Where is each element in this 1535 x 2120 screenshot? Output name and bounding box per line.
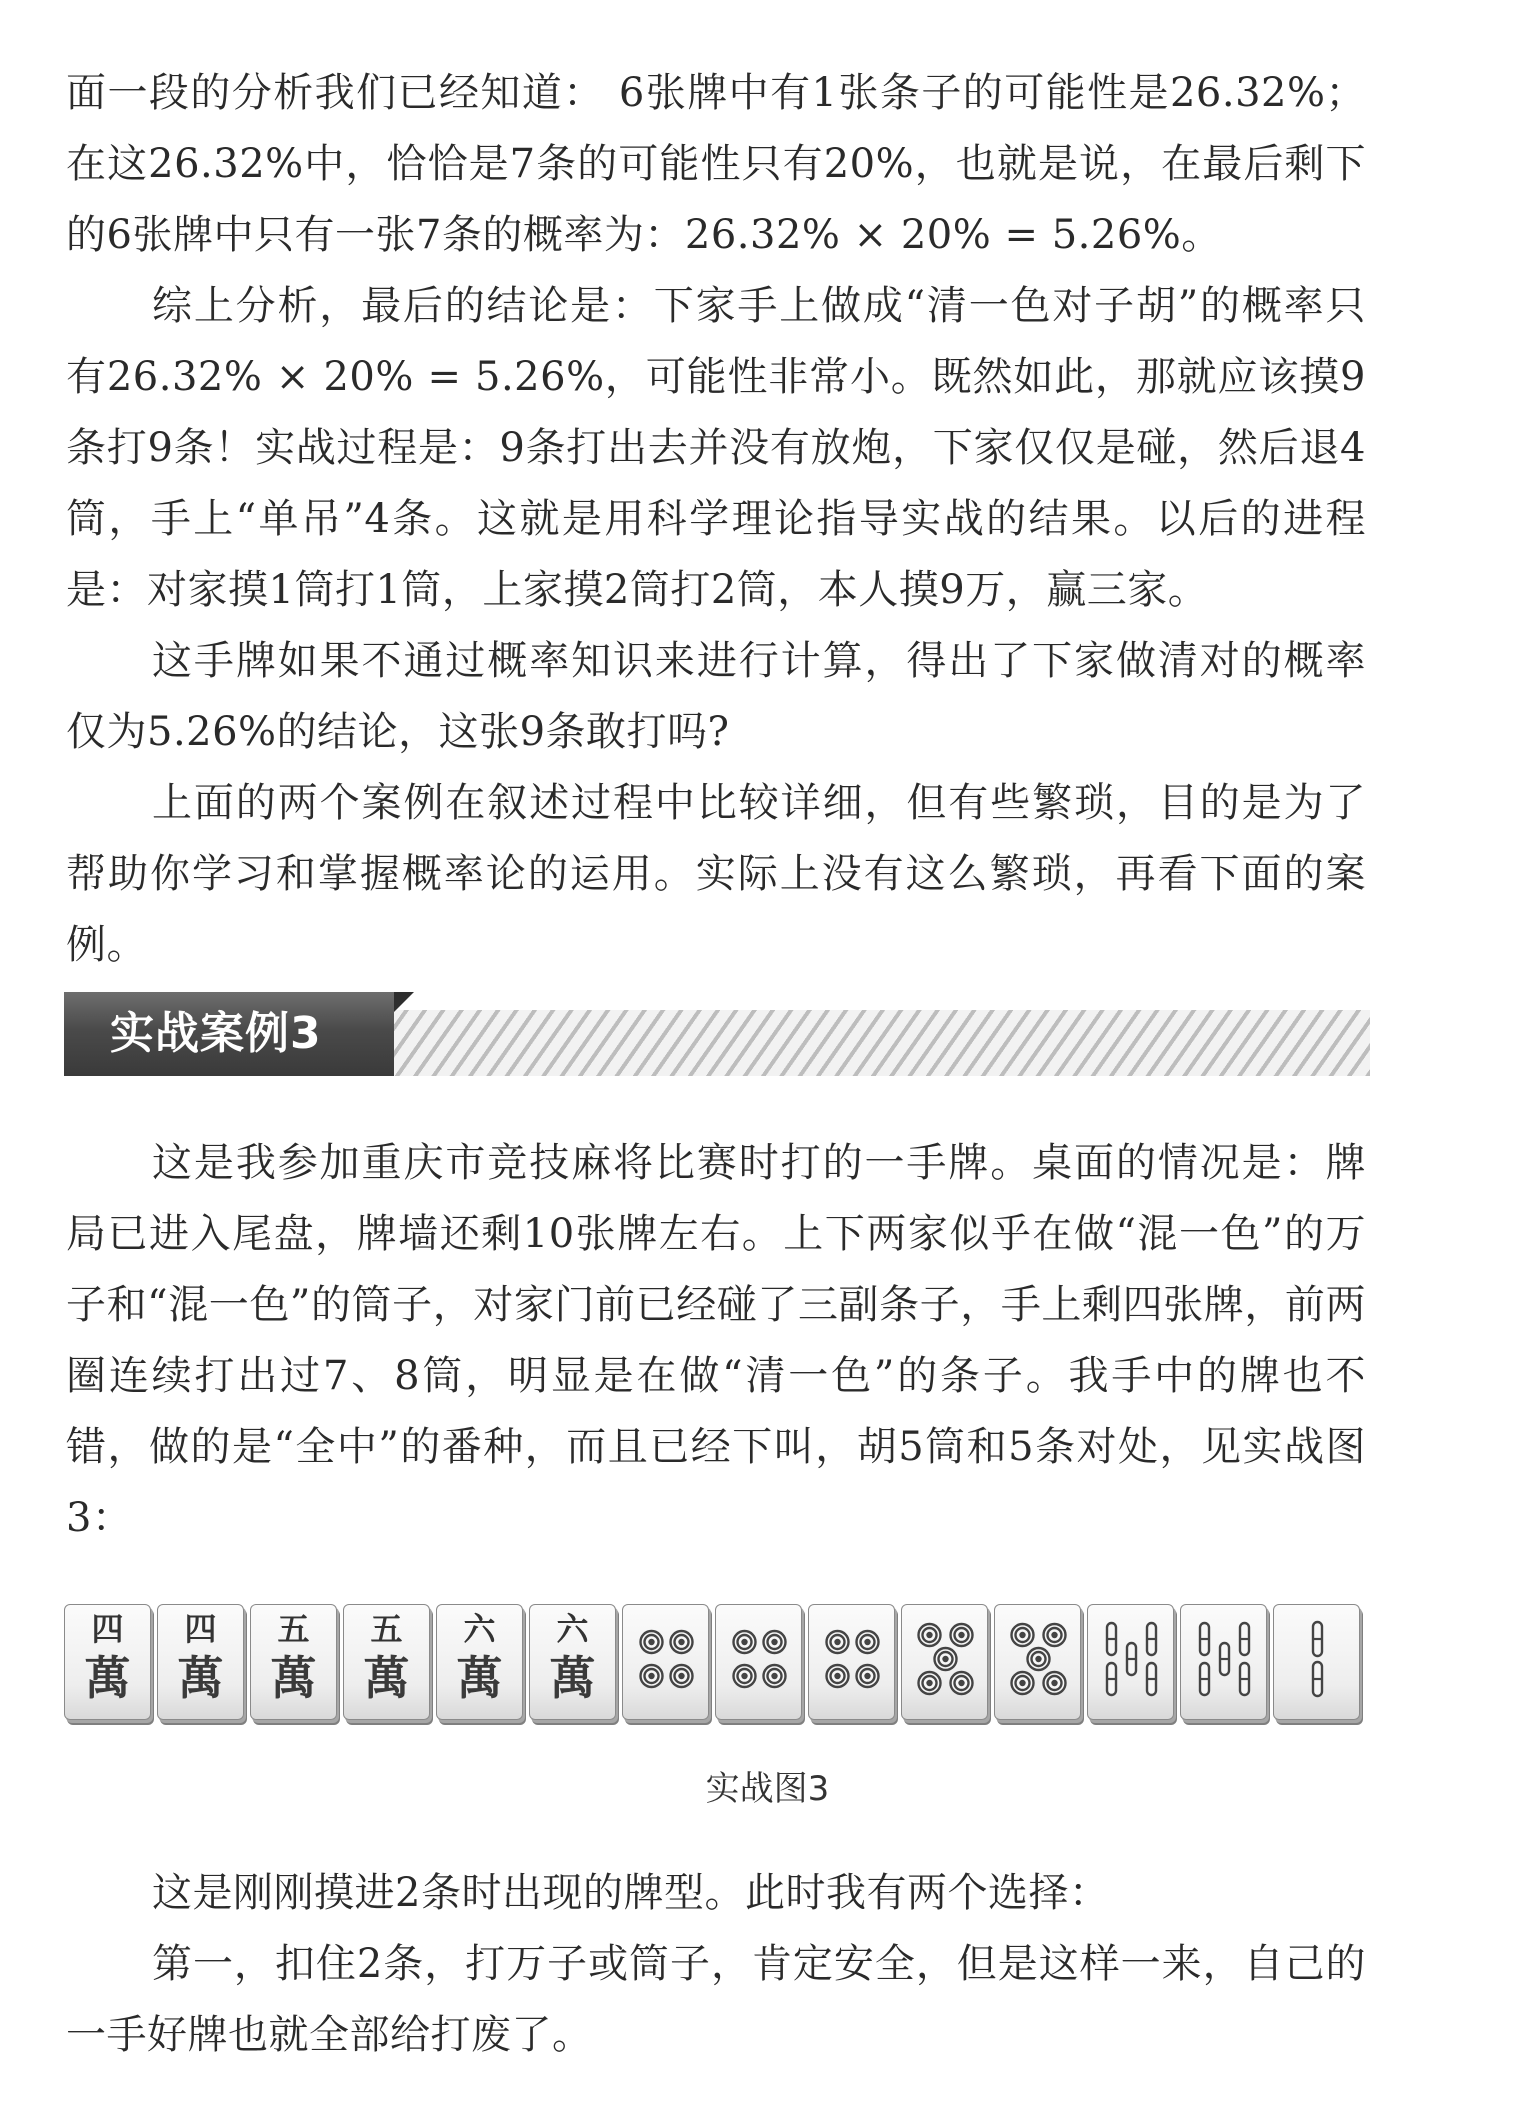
tong-tile bbox=[901, 1604, 988, 1720]
tile-suit-char: 萬 bbox=[363, 1651, 410, 1705]
tong-dot bbox=[958, 1632, 964, 1638]
paragraph-1: 面一段的分析我们已经知道： 6张牌中有1张条子的可能性是26.32%；在这26.32%中，恰恰是7条的可能性只有20%，也就是说，在最后剩下的6张牌中只有一张7条的概率为：26.32% × 20% = 5.26%。 bbox=[66, 70, 1366, 258]
tile-number-char: 五 bbox=[370, 1610, 403, 1648]
tiao-stick bbox=[1127, 1643, 1136, 1675]
tiao-tile bbox=[1087, 1604, 1174, 1720]
section-title: 实战案例3 bbox=[64, 992, 394, 1076]
tile-number-char: 六 bbox=[463, 1610, 496, 1648]
tong-dot bbox=[926, 1680, 932, 1686]
tong-dot bbox=[926, 1632, 932, 1638]
tile-suit-char: 萬 bbox=[549, 1651, 596, 1705]
tong-tile bbox=[622, 1604, 709, 1720]
tile-number-char: 四 bbox=[184, 1610, 217, 1648]
tile-suit-char: 萬 bbox=[177, 1651, 224, 1705]
tong-dot bbox=[771, 1639, 777, 1645]
tiao-tile bbox=[1273, 1604, 1360, 1720]
wan-tile bbox=[436, 1604, 523, 1720]
banner-stripes bbox=[394, 1010, 1370, 1076]
tiao-stick bbox=[1200, 1623, 1209, 1655]
figure-caption: 实战图3 bbox=[705, 1769, 830, 1809]
wan-tile bbox=[250, 1604, 337, 1720]
tile-suit-char: 萬 bbox=[456, 1651, 503, 1705]
paragraph-3: 这手牌如果不通过概率知识来进行计算，得出了下家做清对的概率仅为5.26%的结论，这张9条敢打吗? bbox=[66, 638, 1366, 755]
tile-number-char: 四 bbox=[91, 1610, 124, 1648]
banner-notch bbox=[394, 992, 414, 1012]
tong-dot bbox=[771, 1673, 777, 1679]
tiao-stick bbox=[1313, 1622, 1322, 1656]
paragraph-7: 第一，扣住2条，打万子或筒子，肯定安全，但是这样一来，自己的一手好牌也就全部给打废了。 bbox=[66, 1941, 1366, 2058]
tong-dot bbox=[741, 1673, 747, 1679]
tile-suit-char: 萬 bbox=[270, 1651, 317, 1705]
tong-dot bbox=[1051, 1632, 1057, 1638]
tong-symbols bbox=[902, 1605, 989, 1721]
paragraph-2: 综上分析，最后的结论是：下家手上做成“清一色对子胡”的概率只有26.32% × 20% = 5.26%，可能性非常小。既然如此，那就应该摸9条打9条！实战过程是：9条打出去并没有放炮，下家仅仅是碰，然后退4筒，手上“单吊”4条。这就是用科学理论指导实战的结果。以后的进程是：对家摸1筒打1筒，上家摸2筒打2筒，本人摸9万，赢三家。 bbox=[66, 283, 1366, 613]
tong-dot bbox=[741, 1639, 747, 1645]
tile-number-char: 六 bbox=[556, 1610, 589, 1648]
tong-dot bbox=[648, 1673, 654, 1679]
tong-dot bbox=[1051, 1680, 1057, 1686]
tiao-stick bbox=[1107, 1623, 1116, 1655]
wan-tile bbox=[157, 1604, 244, 1720]
tiao-stick bbox=[1240, 1663, 1249, 1695]
tiao-stick bbox=[1147, 1623, 1156, 1655]
tiao-stick bbox=[1313, 1662, 1322, 1696]
tong-dot bbox=[864, 1673, 870, 1679]
tong-dot bbox=[1019, 1632, 1025, 1638]
tong-tile bbox=[808, 1604, 895, 1720]
tong-dot bbox=[1035, 1656, 1041, 1662]
wan-tile bbox=[64, 1604, 151, 1720]
tiao-stick bbox=[1220, 1643, 1229, 1675]
tong-dot bbox=[648, 1639, 654, 1645]
tong-symbols bbox=[995, 1605, 1082, 1721]
wan-tile bbox=[343, 1604, 430, 1720]
tile-number-char: 五 bbox=[277, 1610, 310, 1648]
paragraph-6: 这是刚刚摸进2条时出现的牌型。此时我有两个选择： bbox=[152, 1870, 1110, 1916]
tong-dot bbox=[1019, 1680, 1025, 1686]
tiao-tile bbox=[1180, 1604, 1267, 1720]
tong-dot bbox=[678, 1639, 684, 1645]
tong-dot bbox=[678, 1673, 684, 1679]
tong-symbols bbox=[716, 1605, 803, 1721]
tong-tile bbox=[715, 1604, 802, 1720]
tiao-stick bbox=[1147, 1663, 1156, 1695]
tiao-symbols bbox=[1274, 1605, 1361, 1721]
paragraph-4: 上面的两个案例在叙述过程中比较详细，但有些繁琐，目的是为了帮助你学习和掌握概率论的运用。实际上没有这么繁琐，再看下面的案例。 bbox=[66, 780, 1366, 968]
tong-symbols bbox=[623, 1605, 710, 1721]
tong-dot bbox=[834, 1639, 840, 1645]
tiao-stick bbox=[1200, 1663, 1209, 1695]
tiao-stick bbox=[1240, 1623, 1249, 1655]
tong-dot bbox=[864, 1639, 870, 1645]
tong-dot bbox=[958, 1680, 964, 1686]
wan-tile bbox=[529, 1604, 616, 1720]
tiao-stick bbox=[1107, 1663, 1116, 1695]
tong-tile bbox=[994, 1604, 1081, 1720]
paragraph-5: 这是我参加重庆市竞技麻将比赛时打的一手牌。桌面的情况是：牌局已进入尾盘，牌墙还剩10张牌左右。上下两家似乎在做“混一色”的万子和“混一色”的筒子，对家门前已经碰了三副条子，手上剩四张牌，前两圈连续打出过7、8筒，明显是在做“清一色”的条子。我手中的牌也不错，做的是“全中”的番种，而且已经下叫，胡5筒和5条对处，见实战图3： bbox=[66, 1140, 1366, 1541]
section-banner bbox=[64, 992, 1370, 1076]
mahjong-hand bbox=[64, 1604, 1372, 1724]
tong-dot bbox=[834, 1673, 840, 1679]
tiao-symbols bbox=[1181, 1605, 1268, 1721]
tong-symbols bbox=[809, 1605, 896, 1721]
tong-dot bbox=[942, 1656, 948, 1662]
tiao-symbols bbox=[1088, 1605, 1175, 1721]
tile-suit-char: 萬 bbox=[84, 1651, 131, 1705]
